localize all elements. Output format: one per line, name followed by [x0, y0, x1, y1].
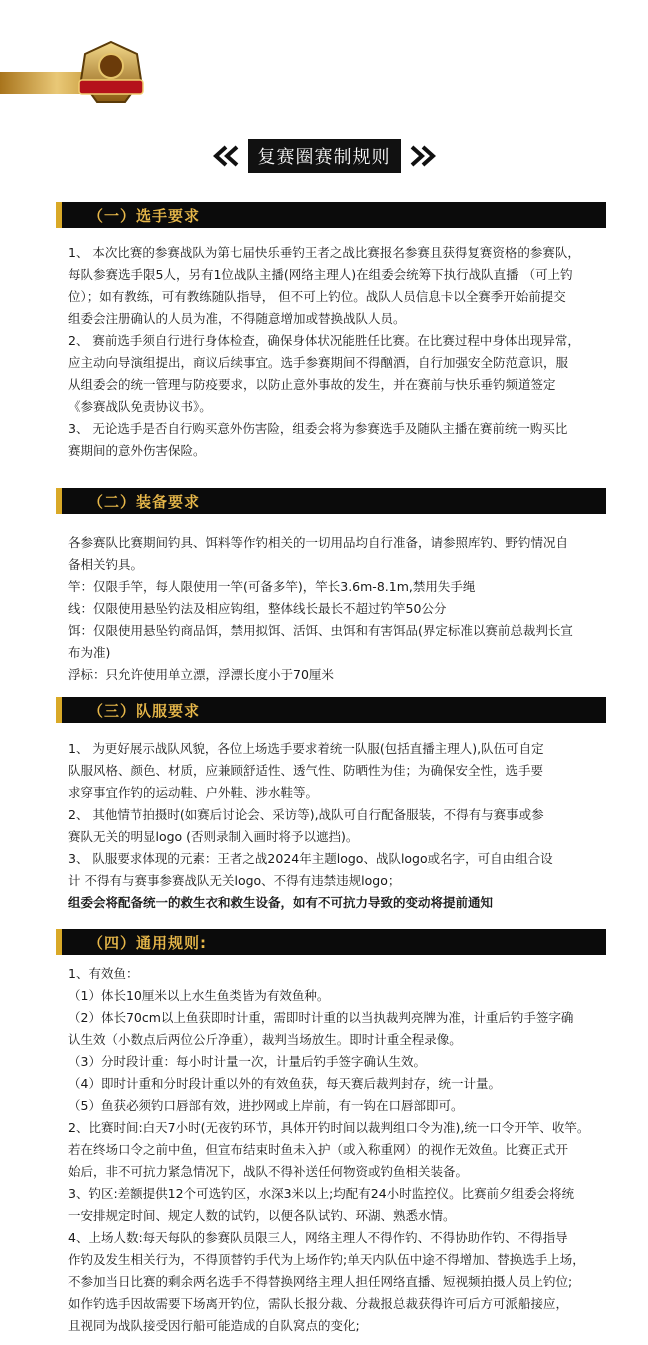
text-line: 计 不得有与赛事参赛战队无关logo、不得有违禁违规logo； [68, 873, 401, 888]
text-line: 若在终场口令之前中鱼，但宣布结束时鱼未入护（或入称重网）的视作无效鱼。比赛正式开 [68, 1142, 569, 1157]
text-line: （1）体长10厘米以上水生鱼类皆为有效鱼种。 [68, 988, 330, 1003]
text-line: 3、钓区:差额提供12个可选钓区，水深3米以上;均配有24小时监控仪。比赛前夕组委会将统 [68, 1186, 575, 1201]
text-line: 且视同为战队接受因行船可能造成的自队窝点的变化; [68, 1318, 360, 1333]
text-line: 认生效（小数点后两位公斤净重），裁判当场放生。即时计重全程录像。 [68, 1032, 462, 1047]
section-accent [56, 929, 62, 955]
text-line: 4、上场人数:每天每队的参赛队员限三人，网络主理人不得作钓、不得协助作钓、不得指导 [68, 1230, 568, 1245]
text-line: （5）鱼获必须钓口唇部有效，进抄网或上岸前，有一钩在口唇部即可。 [68, 1098, 464, 1113]
text-line: 每队参赛选手限5人，另有1位战队主播(网络主理人)在组委会统筹下执行战队直播 （可上钓 [68, 267, 573, 282]
section-header-player-requirements [56, 202, 606, 228]
text-line: 2、 其他情节拍摄时(如赛后讨论会、采访等),战队可自行配备服装，不得有与赛事或参 [68, 807, 544, 822]
text-line: （3）分时段计重：每小时计量一次，计量后钓手签字确认生效。 [68, 1054, 426, 1069]
text-line: 浮标：只允许使用单立漂，浮漂长度小于70厘米 [68, 667, 334, 682]
double-chevron-left-icon [212, 144, 240, 168]
text-line: 赛期间的意外伤害保险。 [68, 443, 206, 458]
text-line: 1、 为更好展示战队风貌，各位上场选手要求着统一队服(包括直播主理人),队伍可自定 [68, 741, 544, 756]
section-accent [56, 202, 62, 228]
text-line: 饵：仅限使用悬坠钓商品饵，禁用拟饵、活饵、虫饵和有害饵品(界定标准以赛前总裁判长宣 [68, 623, 573, 638]
section-accent [56, 488, 62, 514]
text-line: 1、 本次比赛的参赛战队为第七届快乐垂钓王者之战比赛报名参赛且获得复赛资格的参赛队， [68, 245, 580, 260]
text-line: 一安排规定时间、规定人数的试钓，以便各队试钓、环湖、熟悉水情。 [68, 1208, 456, 1223]
text-line: 布为准) [68, 645, 111, 660]
text-line: 2、比赛时间:白天7小时(无夜钓环节，具体开钓时间以裁判组口令为准),统一口令开竿、收竿。 [68, 1120, 590, 1135]
section-body-player-requirements [68, 242, 628, 462]
section-title: （三）队服要求 [88, 702, 201, 720]
text-line: 竿：仅限手竿，每人限使用一竿(可备多竿)，竿长3.6m-8.1m,禁用失手绳 [68, 579, 476, 594]
text-line: 3、 无论选手是否自行购买意外伤害险，组委会将为参赛选手及随队主播在赛前统一购买比 [68, 421, 568, 436]
text-line: 位）；如有教练，可有教练随队指导， 但不可上钓位。战队人员信息卡以全赛季开始前提交 [68, 289, 566, 304]
section-body-general-rules [68, 963, 628, 1337]
page-title: 复赛圈赛制规则 [248, 139, 401, 173]
double-chevron-right-icon [409, 144, 437, 168]
text-line: 不参加当日比赛的剩余两名选手不得替换网络主理人担任网络直播、短视频拍摄人员上钓位; [68, 1274, 573, 1289]
section-body-uniform-requirements [68, 738, 628, 914]
section-header-equipment-requirements [56, 488, 606, 514]
text-line: 3、 队服要求体现的元素：王者之战2024年主题logo、战队logo或名字，可自由组合设 [68, 851, 553, 866]
text-line: 应主动向导演组提出，商议后续事宜。选手参赛期间不得酗酒，自行加强安全防范意识，服 [68, 355, 569, 370]
text-line: 《参赛战队免责协议书》。 [68, 399, 212, 414]
text-line: 1、有效鱼： [68, 966, 139, 981]
section-body-equipment-requirements [68, 532, 628, 686]
section-accent [56, 697, 62, 723]
text-line: （2）体长70cm以上鱼获即时计重，需即时计重的以当执裁判亮牌为准，计重后钓手签字确 [68, 1010, 574, 1025]
text-line: 备相关钓具。 [68, 557, 144, 572]
notice-bold-line: 组委会将配备统一的救生衣和救生设备，如有不可抗力导致的变动将提前通知 [68, 895, 494, 910]
text-line: 如作钓选手因故需要下场离开钓位，需队长报分裁、分裁报总裁获得许可后方可派船接应， [68, 1296, 569, 1311]
text-line: 求穿事宜作钓的运动鞋、户外鞋、涉水鞋等。 [68, 785, 319, 800]
section-title: （四）通用规则: [88, 934, 207, 952]
text-line: 线：仅限使用悬坠钓法及相应钩组，整体线长最长不超过钓竿50公分 [68, 601, 447, 616]
wangzhe-logo-emblem [75, 40, 147, 106]
text-line: 组委会注册确认的人员为准，不得随意增加或替换战队人员。 [68, 311, 406, 326]
text-line: 2、 赛前选手须自行进行身体检查，确保身体状况能胜任比赛。在比赛过程中身体出现异常， [68, 333, 580, 348]
text-line: 各参赛队比赛期间钓具、饵料等作钓相关的一切用品均自行准备，请参照库钓、野钓情况自 [68, 535, 569, 550]
text-line: 作钓及发生相关行为，不得顶替钓手代为上场作钓;单天内队伍中途不得增加、替换选手上场， [68, 1252, 585, 1267]
page-title-row [0, 140, 648, 172]
text-line: 从组委会的统一管理与防疫要求，以防止意外事故的发生，并在赛前与快乐垂钓频道签定 [68, 377, 556, 392]
section-header-general-rules [56, 929, 606, 955]
text-line: 始后，非不可抗力紧急情况下，战队不得补送任何物资或钓鱼相关装备。 [68, 1164, 469, 1179]
section-title: （一）选手要求 [88, 207, 201, 225]
text-line: 赛队无关的明显logo (否则录制入画时将予以遮挡)。 [68, 829, 359, 844]
section-title: （二）装备要求 [88, 493, 201, 511]
text-line: （4）即时计重和分时段计重以外的有效鱼获，每天赛后裁判封存，统一计量。 [68, 1076, 501, 1091]
section-header-uniform-requirements [56, 697, 606, 723]
text-line: 队服风格、颜色、材质，应兼顾舒适性、透气性、防晒性为佳；为确保安全性，选手要 [68, 763, 544, 778]
